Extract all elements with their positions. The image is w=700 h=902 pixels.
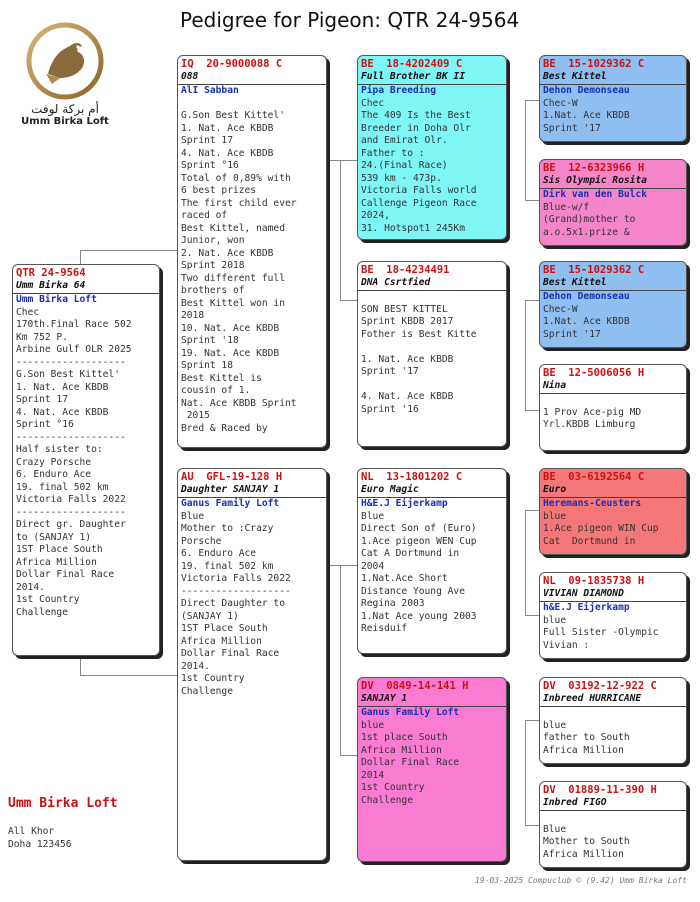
info-line: Blue — [361, 510, 385, 522]
info-line: Blue — [543, 823, 567, 835]
info-line: ------------------- — [181, 585, 291, 597]
connector — [525, 720, 526, 825]
pigeon-card-dam[interactable] — [177, 468, 327, 861]
info-line: Cat Dortmund in — [543, 535, 636, 547]
pigeon-card-ddd[interactable] — [539, 781, 687, 868]
info-line: 1. Nat. Ace KBDB — [361, 353, 454, 365]
info-line: 1.Ace pigeon WEN Cup — [361, 535, 477, 547]
pigeon-name: Umm Birka 64 — [13, 280, 159, 295]
info-line: 1st Country — [361, 782, 425, 793]
info-line: and Emirat Olr. — [361, 135, 448, 146]
connector — [80, 250, 178, 251]
info-line: Best Kittel won in — [181, 297, 285, 309]
info-line: 2014. — [181, 660, 210, 672]
info-line: SON BEST KITTEL — [361, 303, 448, 315]
info-line: Sprint '17 — [543, 122, 601, 134]
breeder-name: Ganus Family Loft — [181, 498, 280, 509]
info-line: Sprint 2018 — [181, 260, 245, 271]
info-line: Nat. Ace KBDB Sprint — [181, 397, 297, 409]
info-line: 2014 — [361, 769, 385, 781]
info-line: Sprint 18 — [181, 360, 233, 371]
breeder-name: Dirk van den Bulck — [543, 189, 647, 200]
info-line: 2015 — [181, 410, 210, 421]
info-line: Best Kittel, named — [181, 222, 285, 234]
info-line: brothers of — [181, 285, 245, 296]
info-line: Blue — [181, 510, 205, 522]
ring-number: BE 15-1029362 C — [543, 58, 645, 70]
info-line: Sprint °16 — [16, 419, 74, 430]
pigeon-name: Inbreed HURRICANE — [540, 693, 686, 708]
info-line: a.o.5x1.prize & — [543, 226, 630, 238]
info-line: Africa Million — [16, 556, 97, 568]
info-line: 19. Nat. Ace KBDB — [181, 347, 280, 359]
info-line: Direct Son of (Euro) — [361, 523, 477, 534]
ring-number: DV 0849-14-141 H — [361, 680, 469, 692]
pigeon-name: Euro — [540, 484, 686, 499]
breeder-name — [543, 811, 683, 824]
pigeon-logo-icon — [26, 22, 104, 100]
info-line: 4. Nat. Ace KBDB — [16, 406, 109, 418]
connector — [525, 720, 539, 721]
info-line: cousin of 1. — [181, 385, 251, 396]
info-line: Total of 0,89% with — [181, 172, 291, 184]
info-line: 1st place South — [361, 732, 448, 743]
pigeon-card-subject[interactable] — [12, 264, 160, 656]
info-line: Sprint KBDB 2017 — [361, 316, 454, 327]
info-line: Dollar Final Race — [181, 648, 280, 659]
info-line: Sprint '18 — [181, 335, 239, 346]
pigeon-name: Best Kittel — [540, 71, 686, 86]
info-line: 1. Nat. Ace KBDB — [181, 122, 274, 134]
connector — [340, 755, 357, 756]
info-line: Chec-W — [543, 303, 578, 315]
breeder-name: Pipa Breeding — [361, 85, 437, 96]
info-line: Africa Million — [181, 635, 262, 647]
connector — [525, 100, 526, 200]
breeder-name: H&E.J Eijerkamp — [361, 498, 448, 509]
info-line: (SANJAY 1) — [181, 610, 239, 622]
breeder-name: h&E.J Eijerkamp — [543, 602, 630, 613]
info-line: 1. Nat. Ace KBDB — [16, 381, 109, 393]
info-line: Blue-w/f — [543, 201, 590, 213]
info-line: Yrl.KBDB Limburg — [543, 419, 636, 430]
connector — [525, 510, 539, 511]
info-line: Callenge Pigeon Race — [361, 197, 477, 209]
info-line: ------------------- — [16, 431, 126, 443]
info-line: 19. final 502 km — [16, 481, 109, 493]
info-line: 31. Hotspot1 245Km — [361, 222, 465, 234]
pigeon-card-sss[interactable] — [539, 55, 687, 142]
pigeon-name: Best Kittel — [540, 277, 686, 292]
info-line: 1.Nat. Ace KBDB — [543, 110, 630, 121]
info-line: Father to : — [361, 147, 425, 159]
info-line: 1.Nat. Ace KBDB — [543, 316, 630, 327]
pigeon-card-dam-dam[interactable] — [357, 677, 507, 862]
info-line: Half sister to: — [16, 444, 103, 455]
info-line: Km 752 P. — [16, 331, 68, 343]
logo-arabic-text: أم بركة لوفت — [31, 102, 99, 116]
ring-number: DV 03192-12-922 C — [543, 680, 657, 692]
info-line: Chec — [16, 306, 40, 318]
connector — [525, 300, 539, 301]
pigeon-card-dds[interactable] — [539, 677, 687, 764]
owner-loft-name: Umm Birka Loft — [8, 796, 118, 811]
info-line: Sprint 17 — [16, 394, 68, 405]
info-line: blue — [361, 719, 385, 731]
breeder-name — [543, 707, 683, 720]
info-line — [181, 98, 323, 111]
connector — [525, 200, 539, 201]
info-line: Best Kittel is — [181, 372, 262, 384]
connector — [525, 300, 526, 410]
info-line: 2014. — [16, 581, 45, 593]
info-line: Direct gr. Daughter — [16, 519, 126, 530]
info-line: 1.Nat.Ace Short — [361, 573, 448, 584]
loft-logo — [10, 22, 120, 142]
pigeon-card-dsd[interactable] — [539, 572, 687, 659]
pigeon-name: Full Brother BK II — [358, 71, 506, 86]
info-line: Mother to South — [543, 836, 630, 847]
info-line: blue — [543, 614, 567, 626]
pigeon-card-sire-sire[interactable] — [357, 55, 507, 240]
connector — [525, 100, 539, 101]
address-line: All Khor — [8, 826, 55, 837]
info-line: Victoria Falls 2022 — [16, 494, 126, 505]
connector — [330, 160, 357, 161]
ring-number: NL 09-1835738 H — [543, 575, 645, 587]
connector — [525, 825, 539, 826]
info-line: 4. Nat. Ace KBDB — [361, 391, 454, 402]
info-line: Chec-W — [543, 97, 578, 109]
pigeon-card-dam-sire[interactable] — [357, 468, 507, 654]
footer-credit: 19-03-2025 Compuclub © (9.42) Umm Birka Loft — [475, 876, 687, 885]
breeder-name: Dehon Demonseau — [543, 85, 630, 96]
pigeon-name: Nina — [540, 380, 686, 395]
info-line: Africa Million — [543, 848, 624, 860]
info-line: Arbine Gulf OLR 2025 — [16, 344, 132, 355]
connector — [340, 160, 341, 300]
breeder-name: Umm Birka Loft — [16, 294, 97, 305]
ring-number: QTR 24-9564 — [16, 267, 86, 279]
info-line: 1ST Place South — [16, 544, 103, 555]
info-line: Sprint '16 — [361, 403, 419, 415]
info-line: Reisduif — [361, 623, 408, 634]
info-line: raced of — [181, 210, 228, 221]
ring-number: IQ 20-9000088 C — [181, 58, 283, 70]
connector — [330, 565, 357, 566]
pigeon-name: 088 — [178, 71, 326, 86]
info-line: Africa Million — [361, 744, 442, 756]
info-line: to (SANJAY 1) — [16, 531, 92, 543]
info-line: G.Son Best Kittel' — [16, 369, 120, 380]
connector — [525, 510, 526, 615]
ring-number: NL 13-1801202 C — [361, 471, 463, 483]
pigeon-card-sds[interactable] — [539, 261, 687, 348]
page-title: Pedigree for Pigeon: QTR 24-9564 — [180, 8, 520, 32]
connector — [525, 615, 539, 616]
info-line: Fother is Best Kitte — [361, 328, 477, 340]
info-line: 2004 — [361, 560, 385, 572]
pigeon-name: DNA Csrtfied — [358, 277, 506, 292]
pigeon-card-sire-dam[interactable] — [357, 261, 507, 447]
pigeon-name: Inbred FIGO — [540, 797, 686, 812]
pigeon-card-dss[interactable] — [539, 468, 687, 555]
connector — [340, 300, 357, 301]
pigeon-name: Daughter SANJAY 1 — [178, 484, 326, 499]
info-line — [361, 341, 503, 354]
connector — [80, 655, 81, 675]
info-line: Crazy Porsche — [16, 456, 92, 468]
pigeon-card-ssd[interactable] — [539, 159, 687, 246]
info-line: 1.Ace pigeon WIN Cup — [543, 523, 659, 534]
breeder-name: Dehon Demonseau — [543, 291, 630, 302]
info-line: Sprint '17 — [361, 366, 419, 377]
info-line: ------------------- — [16, 506, 126, 518]
info-line: 170th.Final Race 502 — [16, 319, 132, 330]
info-line: Challenge — [361, 794, 413, 806]
connector — [340, 565, 341, 755]
info-line — [361, 379, 503, 392]
breeder-name: Ganus Family Loft — [361, 707, 460, 718]
info-line: Chec — [361, 97, 385, 109]
info-line: 539 km - 473p. — [361, 172, 442, 184]
pigeon-name: VIVIAN DIAMOND — [540, 588, 686, 603]
address-line: Doha 123456 — [8, 838, 72, 850]
ring-number: BE 15-1029362 C — [543, 264, 645, 276]
info-line: Victoria Falls world — [361, 185, 477, 196]
connector — [525, 410, 539, 411]
info-line: 24.(Final Race) — [361, 160, 448, 171]
info-line: blue — [543, 719, 567, 731]
info-line: Bred & Raced by — [181, 422, 268, 434]
info-line: father to South — [543, 732, 630, 743]
ring-number: BE 03-6192564 C — [543, 471, 645, 483]
info-line: Dollar Final Race — [16, 569, 115, 580]
ring-number: AU GFL-19-128 H — [181, 471, 283, 483]
pigeon-card-sire[interactable] — [177, 55, 327, 448]
ring-number: BE 12-5006056 H — [543, 367, 645, 379]
info-line: 1 Prov Ace-pig MD — [543, 406, 642, 418]
info-line: 6. Enduro Ace — [181, 548, 257, 559]
logo-english-text: Umm Birka Loft — [21, 116, 109, 127]
info-line: Sprint '17 — [543, 328, 601, 340]
info-line: 1st Country — [16, 594, 80, 605]
info-line: 19. final 502 km — [181, 560, 274, 572]
info-line: 10. Nat. Ace KBDB — [181, 322, 280, 334]
info-line: Full Sister -Olympic — [543, 627, 659, 638]
info-line: Porsche — [181, 535, 222, 547]
info-line: 1ST Place South — [181, 623, 268, 634]
pigeon-card-sdd[interactable] — [539, 364, 687, 451]
info-line: 2. Nat. Ace KBDB — [181, 247, 274, 259]
info-line: The first child ever — [181, 197, 297, 209]
info-line: 2024, — [361, 210, 390, 221]
info-line: Mother to :Crazy — [181, 523, 274, 534]
info-line: The 409 Is the Best — [361, 110, 471, 121]
info-line: 6 best prizes — [181, 185, 257, 196]
info-line: Sprint 17 — [181, 135, 233, 146]
connector — [80, 675, 178, 676]
info-line: Junior, won — [181, 235, 245, 246]
info-line: Distance Young Ave — [361, 585, 465, 597]
info-line: Sprint °16 — [181, 160, 239, 171]
ring-number: BE 12-6323966 H — [543, 162, 645, 174]
info-line: Direct Daughter to — [181, 598, 285, 609]
info-line: Victoria Falls 2022 — [181, 573, 291, 584]
info-line: 1.Nat Ace young 2003 — [361, 610, 477, 622]
info-line: Breeder in Doha Olr — [361, 122, 471, 134]
info-line: 6. Enduro Ace — [16, 469, 92, 480]
info-line: Challenge — [181, 685, 233, 697]
info-line: Cat A Dortmund in — [361, 548, 460, 559]
info-line: Regina 2003 — [361, 598, 425, 609]
info-line: (Grand)mother to — [543, 214, 636, 225]
info-line: 2018 — [181, 310, 205, 321]
breeder-name: Heremans-Ceusters — [543, 498, 642, 509]
info-line: blue — [543, 510, 567, 522]
info-line: Vivian : — [543, 639, 590, 651]
info-line: Challenge — [16, 606, 68, 618]
breeder-name — [361, 291, 503, 304]
breeder-name: AlI Sabban — [181, 85, 239, 96]
info-line: G.Son Best Kittel' — [181, 110, 285, 121]
info-line: Dollar Final Race — [361, 757, 460, 768]
owner-address — [8, 826, 72, 851]
info-line: Two different full — [181, 272, 285, 284]
info-line: 4. Nat. Ace KBDB — [181, 147, 274, 159]
info-line: 1st Country — [181, 673, 245, 684]
ring-number: BE 18-4202409 C — [361, 58, 463, 70]
ring-number: DV 01889-11-390 H — [543, 784, 657, 796]
breeder-name — [543, 394, 683, 407]
pigeon-name: Sis Olympic Rosita — [540, 175, 686, 190]
ring-number: BE 18-4234491 — [361, 264, 450, 276]
info-line: Africa Million — [543, 744, 624, 756]
pigeon-name: Euro Magic — [358, 484, 506, 499]
info-line: ------------------- — [16, 356, 126, 368]
pigeon-name: SANJAY 1 — [358, 693, 506, 708]
